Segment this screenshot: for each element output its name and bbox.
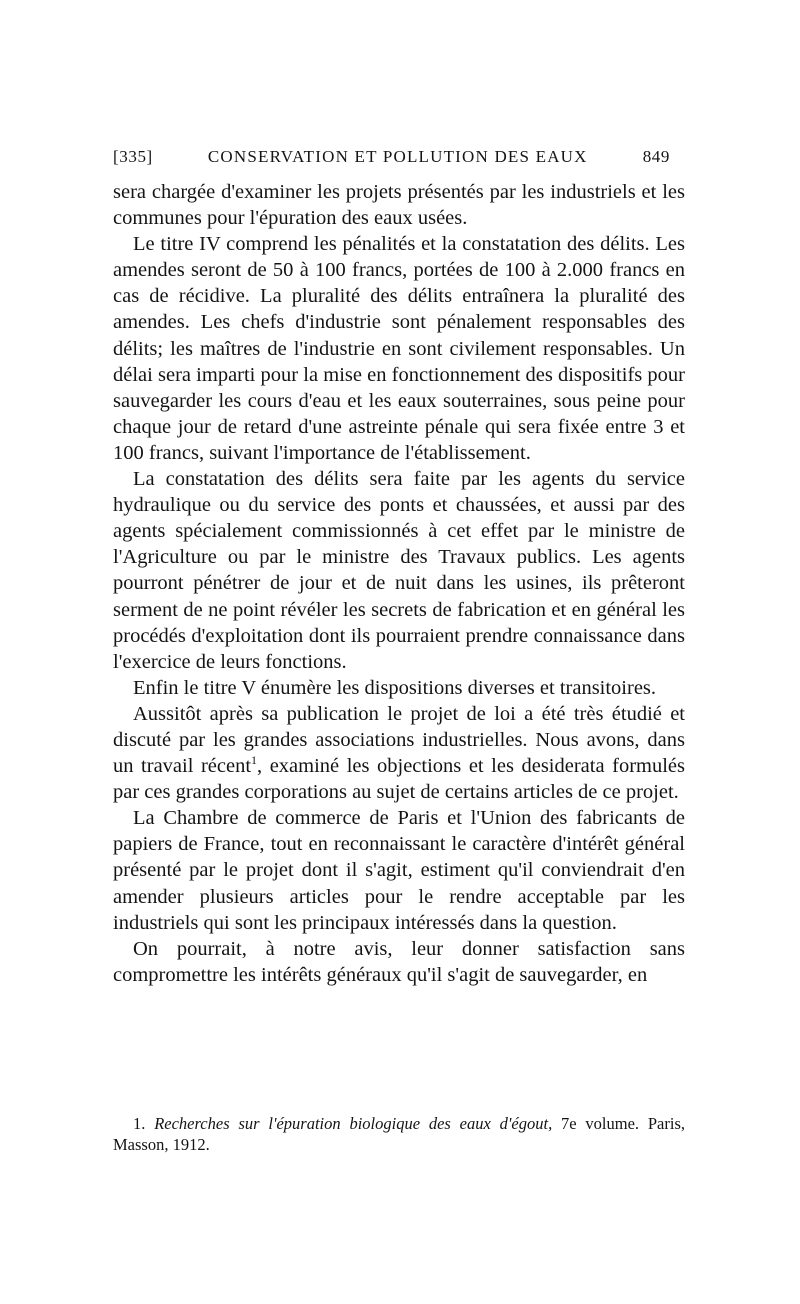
footnote-number: 1. — [133, 1114, 146, 1133]
paragraph-5-rest: , examiné les objections et les desiderata formulés par ces grandes corporations au sujet de certains articles de ce projet. — [113, 755, 685, 804]
footnote-rest: 7e volume. Paris, Masson, 1912. — [113, 1114, 685, 1154]
page-number: 849 — [642, 147, 670, 166]
paragraph-2: Le titre IV comprend les pénalités et la constatation des délits. Les amendes seront de 50 à 100 francs, portées de 100 à 2.000 francs en cas de récidive. La pluralité des délits entraînera la pluralité des amendes. Les chefs d'industrie sont pénalement responsables des délits; les maîtres de l'industrie en sont civilement responsables. Un délai sera imparti pour la mise en fonctionnement des dispositifs pour sauvegarder les cours d'eau et les eaux souterraines, sous peine pour chaque jour de retard d'une astreinte pénale qui sera fixée entre 3 et 100 francs, suivant l'importance de l'établissement. — [113, 233, 685, 464]
paragraph-6: La Chambre de commerce de Paris et l'Union des fabricants de papiers de France, tout en reconnaissant le caractère d'intérêt général présenté par le projet dont il s'agit, estiment qu'il conviendrait d'en amender plusieurs articles pour le rendre acceptable par les industriels qui sont les principaux intéressés dans la question. — [113, 807, 685, 934]
footnote — [113, 1113, 685, 1155]
section-reference: [335] — [113, 147, 153, 166]
main-text — [113, 179, 685, 988]
footnote-title: Recherches sur l'épuration biologique des eaux d'égout, — [154, 1114, 553, 1133]
paragraph-5 — [113, 701, 685, 805]
paragraph-5-text: Aussitôt après sa publication le projet de loi a été très étudié et discuté par les grandes associations industrielles. Nous avons, dans un travail récent — [113, 702, 685, 778]
footnote-reference: 1 — [251, 753, 258, 768]
paragraph-3: La constatation des délits sera faite par les agents du service hydraulique ou du service des ponts et chaussées, et aussi par des agents spécialement commissionnés à cet effet par le ministre de l'Agriculture ou par le ministre des Travaux publics. Les agents pourront pénétrer de jour et de nuit dans les usines, ils prêteront serment de ne point révéler les secrets de fabrication et en général les procédés d'exploitation dont ils pourraient prendre connaissance dans l'exercice de leurs fonctions. — [113, 468, 685, 673]
paragraph-1: sera chargée d'examiner les projets présentés par les industriels et les communes pour l'épuration des eaux usées. — [113, 181, 685, 230]
paragraph-4: Enfin le titre V énumère les dispositions diverses et transitoires. — [133, 676, 657, 699]
paragraph-7: On pourrait, à notre avis, leur donner satisfaction sans compromettre les intérêts généraux qu'il s'agit de sauvegarder, en — [113, 937, 685, 986]
running-header — [113, 147, 670, 167]
footnote-text — [113, 1113, 685, 1155]
running-title: CONSERVATION ET POLLUTION DES EAUX — [207, 147, 588, 166]
